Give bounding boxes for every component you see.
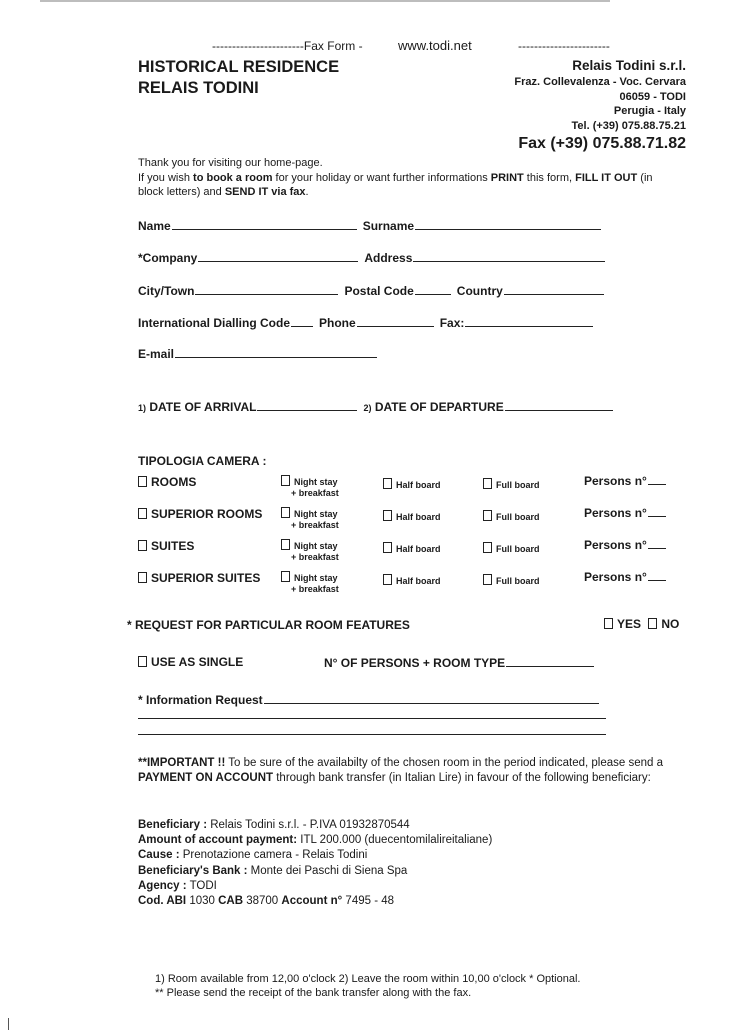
scan-margin-mark <box>8 1018 9 1030</box>
use-single-checkbox[interactable] <box>138 656 147 667</box>
departure-label: DATE OF DEPARTURE <box>374 400 504 414</box>
city-field[interactable] <box>195 283 338 295</box>
postal-field[interactable] <box>415 283 451 295</box>
city: Perugia - Italy <box>613 105 686 117</box>
night-stay-option <box>281 571 339 595</box>
half-board-option <box>383 571 441 589</box>
yes-label: YES <box>617 617 642 631</box>
info-request-label: * Information Request <box>138 693 263 707</box>
footer-line-1: 1) Room available from 12,00 o'clock 2) Leave the room within 10,00 o'clock * Optional. <box>155 973 581 985</box>
night-stay-label: Night stay <box>294 477 338 487</box>
room-type-checkbox[interactable] <box>138 476 147 487</box>
room-type-label: SUPERIOR SUITES <box>151 571 261 585</box>
half-board-checkbox[interactable] <box>383 542 392 553</box>
night-stay-checkbox[interactable] <box>281 507 290 518</box>
room-section-title: TIPOLOGIA CAMERA : <box>138 454 267 468</box>
persons-label: Persons n° <box>584 538 647 552</box>
hotel-title <box>138 57 339 99</box>
email-field[interactable] <box>175 346 377 358</box>
name-row <box>138 218 607 233</box>
cause-line: Cause : Prenotazione camera - Relais Todini <box>138 849 368 862</box>
full-board-checkbox[interactable] <box>483 542 492 553</box>
use-single-label: USE AS SINGLE <box>151 655 244 669</box>
half-board-label: Half board <box>396 544 441 554</box>
email-label: E-mail <box>138 347 175 361</box>
use-single-option <box>138 655 243 669</box>
fax-number: Fax (+39) 075.88.71.82 <box>518 135 686 152</box>
yes-no-options <box>604 617 679 631</box>
company-label: *Company <box>138 251 198 265</box>
half-board-checkbox[interactable] <box>383 574 392 585</box>
name-field[interactable] <box>172 218 357 230</box>
breakfast-label: + breakfast <box>291 584 339 594</box>
room-type-label: SUPERIOR ROOMS <box>151 507 263 521</box>
persons-field[interactable] <box>648 537 666 549</box>
intro-line-1: Thank you for visiting our home-page. <box>138 157 323 169</box>
dates-row <box>138 399 619 414</box>
persons-count <box>584 536 672 554</box>
full-board-label: Full board <box>496 480 540 490</box>
website-url[interactable]: www.todi.net <box>398 38 472 53</box>
phone-row <box>138 315 599 330</box>
name-label: Name <box>138 219 171 233</box>
no-checkbox[interactable] <box>648 618 657 629</box>
full-board-checkbox[interactable] <box>483 574 492 585</box>
full-board-option <box>483 507 540 525</box>
night-stay-option <box>281 507 339 531</box>
night-stay-checkbox[interactable] <box>281 571 290 582</box>
half-board-option <box>383 539 441 557</box>
persons-field[interactable] <box>648 569 666 581</box>
company-field[interactable] <box>198 250 358 262</box>
breakfast-label: + breakfast <box>291 520 339 530</box>
full-board-option <box>483 571 540 589</box>
yes-checkbox[interactable] <box>604 618 613 629</box>
night-stay-option <box>281 475 339 499</box>
no-label: NO <box>661 617 680 631</box>
room-type-label: ROOMS <box>151 475 197 489</box>
address-block <box>514 57 686 155</box>
telephone: Tel. (+39) 075.88.75.21 <box>571 119 686 132</box>
half-board-label: Half board <box>396 576 441 586</box>
scan-top-edge <box>40 0 610 2</box>
persons-label: Persons n° <box>584 474 647 488</box>
half-board-option <box>383 507 441 525</box>
street: Fraz. Collevalenza - Voc. Cervara <box>514 76 686 88</box>
fax-label: Fax: <box>439 316 465 330</box>
half-board-label: Half board <box>396 512 441 522</box>
room-type-option <box>138 537 194 555</box>
persons-field[interactable] <box>648 473 666 485</box>
persons-label: Persons n° <box>584 570 647 584</box>
zip: 06059 - TODI <box>619 90 686 103</box>
postal-label: Postal Code <box>344 284 414 298</box>
room-type-checkbox[interactable] <box>138 508 147 519</box>
intro-text <box>138 156 678 200</box>
room-type-option <box>138 569 260 587</box>
surname-label: Surname <box>362 219 415 233</box>
company-name: Relais Todini s.r.l. <box>572 58 686 73</box>
departure-field[interactable] <box>505 399 613 411</box>
fax-form-label: -----------------------Fax Form - <box>212 39 363 53</box>
half-board-option <box>383 475 441 493</box>
room-type-option <box>138 473 196 491</box>
persons-count <box>584 568 672 586</box>
persons-count <box>584 504 672 522</box>
room-type-checkbox[interactable] <box>138 572 147 583</box>
breakfast-label: + breakfast <box>291 488 339 498</box>
night-stay-checkbox[interactable] <box>281 475 290 486</box>
bank-line: Beneficiary's Bank : Monte dei Paschi di Siena Spa <box>138 864 408 877</box>
phone-field[interactable] <box>357 315 434 327</box>
full-board-label: Full board <box>496 512 540 522</box>
company-row <box>138 250 611 265</box>
arrival-field[interactable] <box>257 399 357 411</box>
full-board-option <box>483 475 540 493</box>
fax-field[interactable] <box>465 315 593 327</box>
important-notice: **IMPORTANT !! To be sure of the availabilty of the chosen room in the period indicated, please send a PAYMENT ON ACCOUNT through bank transfer (in Italian Lire) in favour of the following beneficiary: <box>138 757 664 784</box>
amount-line: Amount of account payment: ITL 200.000 (duecentomilalireitaliane) <box>138 834 493 847</box>
header-dashes: ----------------------- <box>518 39 610 53</box>
footer-notes <box>155 972 580 1000</box>
title-line-1: HISTORICAL RESIDENCE <box>138 58 340 76</box>
phone-label: Phone <box>319 316 356 330</box>
info-request-line-2[interactable] <box>138 718 606 719</box>
night-stay-label: Night stay <box>294 573 338 583</box>
account-line: Cod. ABI 1030 CAB 38700 Account n° 7495 - 48 <box>138 895 395 908</box>
dialling-field[interactable] <box>291 315 313 327</box>
beneficiary-line: Beneficiary : Relais Todini s.r.l. - P.IVA 01932870544 <box>138 819 410 831</box>
night-stay-option <box>281 539 339 563</box>
intro-line-2: If you wish to book a room for your holiday or want further informations PRINT this form, FILL IT OUT (in block letters) and SEND IT via fax. <box>138 171 653 198</box>
half-board-label: Half board <box>396 480 441 490</box>
persons-label: Persons n° <box>584 506 647 520</box>
room-type-checkbox[interactable] <box>138 540 147 551</box>
footer-line-2: ** Please send the receipt of the bank transfer along with the fax. <box>155 987 472 999</box>
address-label: Address <box>364 251 413 265</box>
agency-line: Agency : TODI <box>138 879 217 892</box>
features-request-label: * REQUEST FOR PARTICULAR ROOM FEATURES <box>127 618 410 632</box>
country-label: Country <box>456 284 503 298</box>
country-field[interactable] <box>504 283 604 295</box>
arrival-label: DATE OF ARRIVAL <box>149 400 257 414</box>
half-board-checkbox[interactable] <box>383 510 392 521</box>
title-line-2: RELAIS TODINI <box>138 79 259 97</box>
departure-number: 2) <box>363 403 372 413</box>
persons-count <box>584 472 672 490</box>
email-row <box>138 346 383 361</box>
night-stay-checkbox[interactable] <box>281 539 290 550</box>
persons-type-label: N° OF PERSONS + ROOM TYPE <box>324 656 506 670</box>
room-type-label: SUITES <box>151 539 195 553</box>
info-request-line-3[interactable] <box>138 734 606 735</box>
persons-field[interactable] <box>648 505 666 517</box>
breakfast-label: + breakfast <box>291 552 339 562</box>
full-board-label: Full board <box>496 576 540 586</box>
half-board-checkbox[interactable] <box>383 478 392 489</box>
surname-field[interactable] <box>415 218 601 230</box>
info-request-row <box>138 692 605 707</box>
room-type-option <box>138 505 262 523</box>
info-request-field[interactable] <box>264 692 599 704</box>
persons-type-field[interactable] <box>506 655 594 667</box>
full-board-checkbox[interactable] <box>483 478 492 489</box>
address-field[interactable] <box>413 250 605 262</box>
night-stay-label: Night stay <box>294 541 338 551</box>
arrival-number: 1) <box>138 403 147 413</box>
full-board-option <box>483 539 540 557</box>
city-row <box>138 283 610 298</box>
city-label: City/Town <box>138 284 195 298</box>
night-stay-label: Night stay <box>294 509 338 519</box>
full-board-label: Full board <box>496 544 540 554</box>
full-board-checkbox[interactable] <box>483 510 492 521</box>
dialling-label: International Dialling Code <box>138 316 291 330</box>
beneficiary-details <box>138 818 492 909</box>
persons-type-row <box>324 655 600 670</box>
